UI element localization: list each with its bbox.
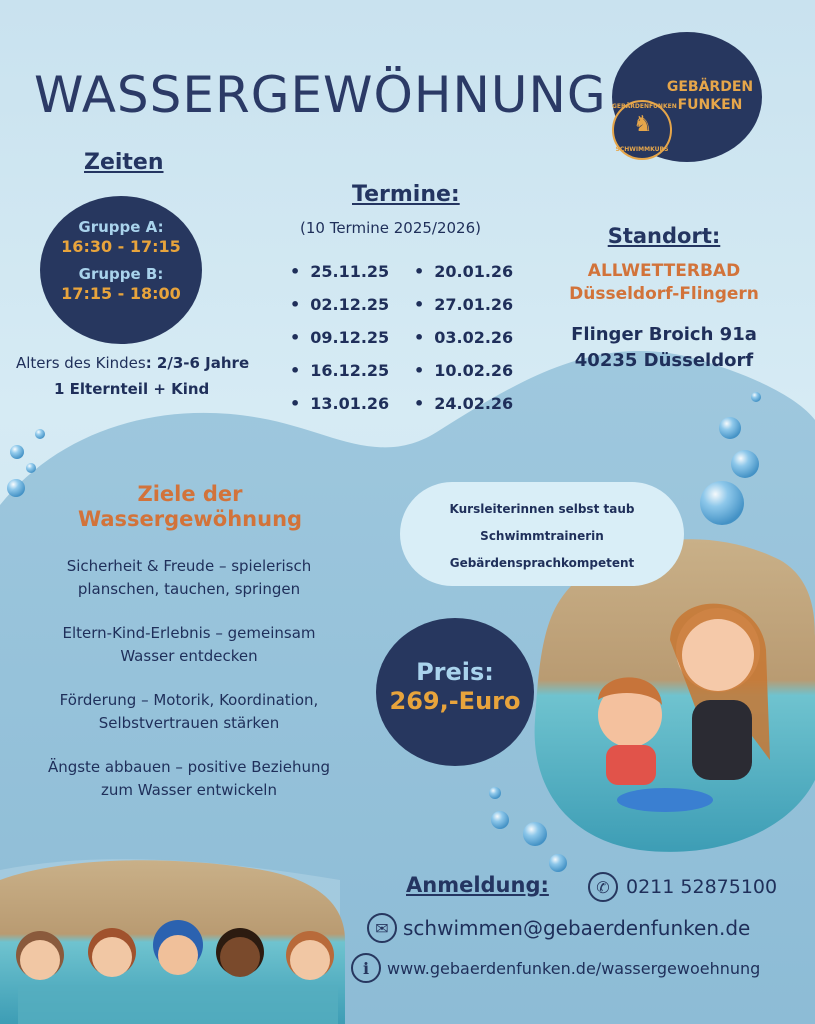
seahorse-icon: ♞ [633,112,653,137]
date-item: • 03.02.26 [414,328,513,361]
goal-item [28,555,350,601]
seal-top-text: GEBÄRDENFUNKEN [612,103,677,110]
zeiten-heading: Zeiten [84,150,164,175]
group-b-time: 17:15 - 18:00 [61,284,181,303]
seal-bottom [612,146,672,154]
address-city: 40235 Düsseldorf [574,350,754,371]
goal-line: Eltern-Kind-Erlebnis – gemeinsam [62,624,316,642]
instructor-info-bubble [400,482,684,586]
goal-line: planschen, tauchen, springen [77,580,301,598]
goal-line: Ängste abbauen – positive Beziehung [47,758,331,776]
goals-list [28,555,350,823]
times-circle [40,196,202,344]
date-item: • 20.01.26 [414,262,513,295]
goal-item [28,689,350,735]
dates-column-2 [414,262,513,427]
venue-district: Düsseldorf-Flingern [569,284,759,304]
web-row[interactable] [351,953,760,983]
group-a-time: 16:30 - 17:15 [61,237,181,256]
web-link[interactable]: www.gebaerdenfunken.de/wassergewoehnung [387,958,761,978]
page-title: WASSERGEWÖHNUNG [34,66,607,124]
group-b-label: Gruppe B: [78,265,164,283]
info-line: Schwimmtrainerin [480,529,604,543]
anmeldung-heading: Anmeldung: [406,873,549,897]
goal-item [28,756,350,802]
date-item: • 13.01.26 [290,394,389,427]
date-item: • 24.02.26 [414,394,513,427]
info-line: Kursleiterinnen selbst taub [449,502,635,516]
date-item: • 16.12.25 [290,361,389,394]
email-row[interactable] [367,913,750,943]
logo-line1: GEBÄRDEN [666,79,754,95]
standort-block [548,224,780,374]
date-item: • 27.01.26 [414,295,513,328]
address-street: Flinger Broich 91a [571,324,757,345]
date-item: • 09.12.25 [290,328,389,361]
info-line: Gebärdensprachkompetent [449,556,635,570]
date-item: • 10.02.26 [414,361,513,394]
logo-line2: FUNKEN [677,97,743,113]
termine-subtitle: (10 Termine 2025/2026) [300,219,481,237]
price-circle [376,618,534,766]
mail-icon: ✉ [367,913,397,943]
goal-line: Förderung – Motorik, Koordination, [59,691,319,709]
goal-item [28,622,350,668]
date-item: • 02.12.25 [290,295,389,328]
price-value: 269,-Euro [389,687,521,715]
goals-heading-line2: Wassergewöhnung [77,507,303,531]
parent-info: 1 Elternteil + Kind [54,380,210,398]
termine-heading: Termine: [352,182,460,207]
goal-line: Wasser entdecken [120,647,258,665]
seal-bottom-text: SCHWIMMKURS [615,146,669,153]
phone-row[interactable] [588,872,777,902]
goals-heading [40,482,340,532]
goal-line: Selbstvertrauen stärken [98,714,280,732]
venue-name: ALLWETTERBAD [587,261,741,281]
info-icon: i [351,953,381,983]
goals-heading-line1: Ziele der [137,482,243,506]
phone-number[interactable]: 0211 52875100 [626,876,778,898]
dates-column-1 [290,262,389,427]
goal-line: zum Wasser entwickeln [101,781,277,799]
email-link[interactable]: schwimmen@gebaerdenfunken.de [403,916,751,940]
phone-icon: ✆ [588,872,618,902]
seal-text [612,103,677,111]
age-info [16,354,276,372]
date-item: • 25.11.25 [290,262,389,295]
group-a-label: Gruppe A: [78,218,164,236]
age-label: Alters des Kindes [16,354,146,372]
standort-heading: Standort: [607,224,721,248]
age-value: : 2/3-6 Jahre [145,354,250,372]
goal-line: Sicherheit & Freude – spielerisch [66,557,312,575]
price-label: Preis: [416,658,494,686]
